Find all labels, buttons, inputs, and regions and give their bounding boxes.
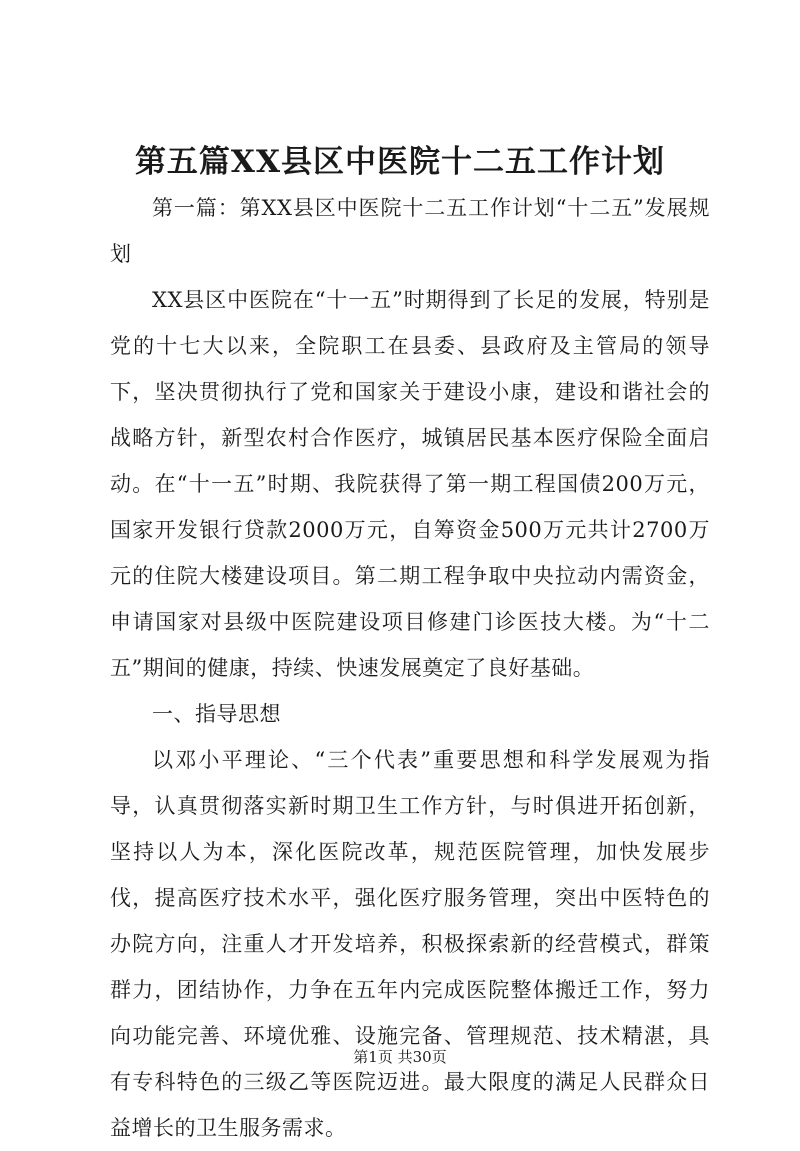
paragraph-subtitle: 第一篇：第XX县区中医院十二五工作计划“十二五”发展规划 bbox=[110, 196, 710, 266]
paragraph-intro: XX县区中医院在“十一五”时期得到了长足的发展，特别是党的十七大以来，全院职工在县委、县政府及主管局的领导下，坚决贯彻执行了党和国家关于建设小康，建设和谐社会的战略方针，新型农村合作医疗，城镇居民基本医疗保险全面启动。在“十一五”时期、我院获得了第一期工程国债200万元，国家开发银行贷款2000万元，自筹资金500万元共计2700万元的住院大楼建设项目。第二期工程争取中央拉动内需资金，申请国家对县级中医院建设项目修建门诊医技大楼。为“十二五”期间的健康，持续、快速发展奠定了良好基础。 bbox=[110, 288, 710, 680]
section-heading-guiding-ideology: 一、指导思想 bbox=[152, 702, 281, 726]
document-title: 第五篇XX县区中医院十二五工作计划 bbox=[134, 144, 666, 180]
paragraph-guiding-ideology: 以邓小平理论、“三个代表”重要思想和科学发展观为指导，认真贯彻落实新时期卫生工作方针，与时俱进开拓创新，坚持以人为本，深化医院改革，规范医院管理，加快发展步伐，提高医疗技术水平，强化医疗服务管理，突出中医特色的办院方向，注重人才开发培养，积极探索新的经营模式，群策群力，团结协作，力争在五年内完成医院整体搬迁工作，努力向功能完善、环境优雅、设施完备、管理规范、技术精湛，具有专科特色的三级乙等医院迈进。最大限度的满足人民群众日益增长的卫生服务需求。 bbox=[110, 748, 710, 1140]
page-number-footer: 第1页 共30页 bbox=[353, 1048, 447, 1066]
document-body bbox=[110, 185, 710, 1151]
